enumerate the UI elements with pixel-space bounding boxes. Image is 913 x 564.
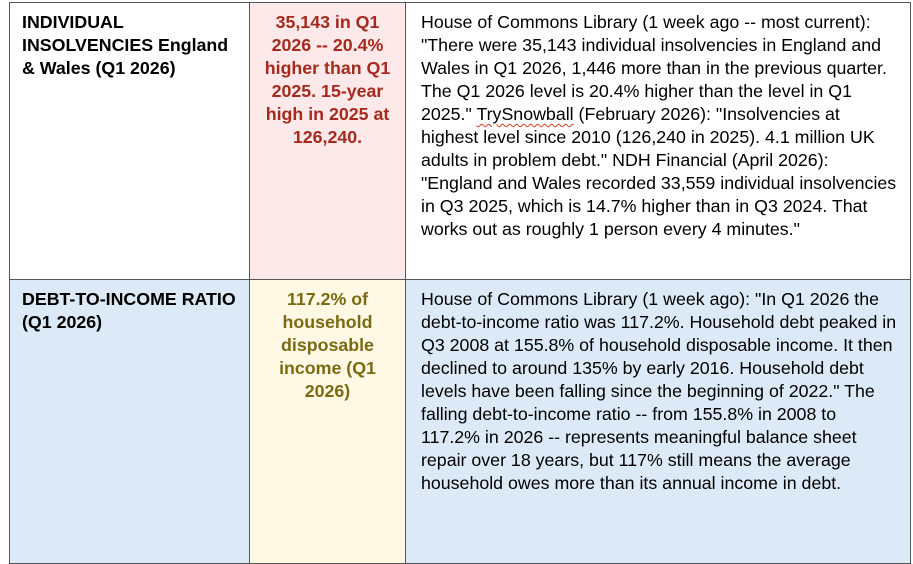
- metric-label-cell: INDIVIDUAL INSOLVENCIES England & Wales (Q1 2026): [10, 3, 250, 280]
- source-note-cell: [406, 3, 911, 280]
- metric-value-cell: 35,143 in Q1 2026 -- 20.4% higher than Q1 2025. 15-year high in 2025 at 126,240.: [250, 3, 406, 280]
- table-row-insolvencies: [10, 3, 911, 280]
- metric-value-cell: 117.2% of household disposable income (Q1 2026): [250, 280, 406, 564]
- metric-label-cell: DEBT-TO-INCOME RATIO (Q1 2026): [10, 280, 250, 564]
- spellcheck-flagged-word[interactable]: TrySnowball: [476, 104, 574, 124]
- source-note-cell: House of Commons Library (1 week ago): "In Q1 2026 the debt-to-income ratio was 117.2%. Household debt peaked in Q3 2008 at 155.8% of household disposable income. It then declined to around 135% by early 2016. Household debt levels have been falling since the beginning of 2022." The falling debt-to-income ratio -- from 155.8% in 2008 to 117.2% in 2026 -- represents meaningful balance sheet repair over 18 years, but 117% still means the average household owes more than its annual income in debt.: [406, 280, 911, 564]
- economic-indicators-table: [9, 2, 911, 564]
- table-row-debt-to-income: [10, 280, 911, 564]
- source-note-text-continued: (February 2026): "Insolvencies at highest level since 2010 (126,240 in 2025). 4.1 million UK adults in problem debt." NDH Financial (April 2026): "England and Wales recorded 33,559 individual insolvencies in Q3 2025, which is 14.7% higher than in Q3 2024. That works out as roughly 1 person every 4 minutes.": [421, 104, 897, 239]
- source-note-text: House of Commons Library (1 week ago -- most current): "There were 35,143 individual insolvencies in England and Wales in Q1 2026, 1,446 more than in the previous quarter. The Q1 2026 level is 20.4% higher than the level in Q1 2025.": [421, 12, 887, 124]
